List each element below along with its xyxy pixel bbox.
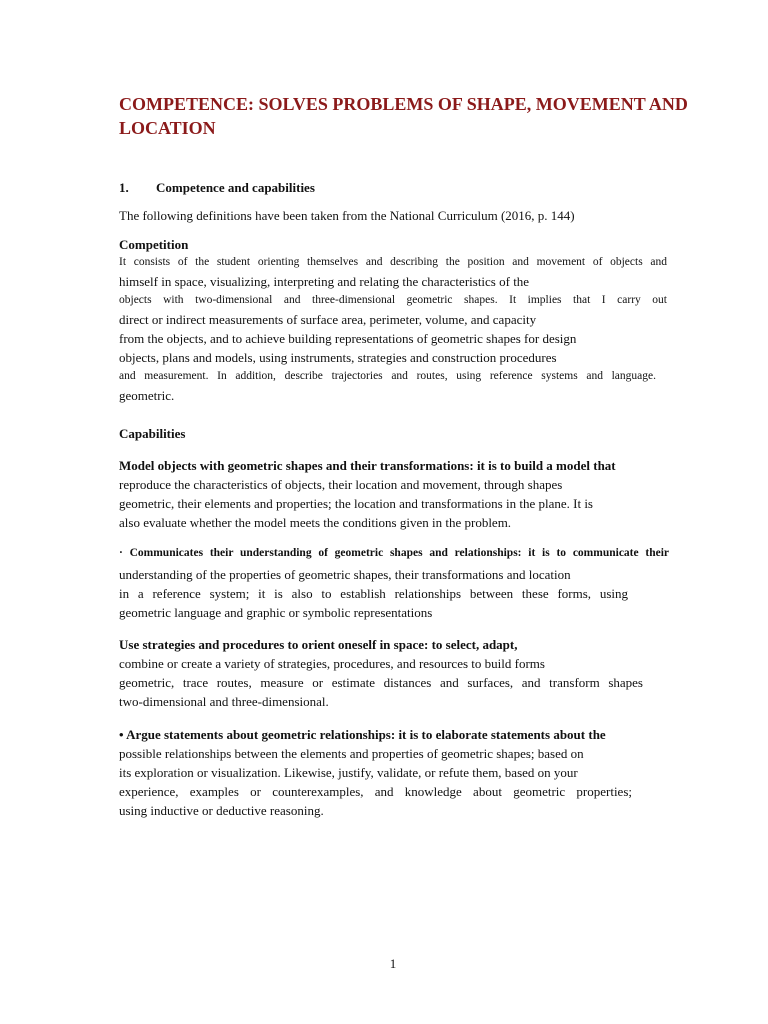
- paragraph-line: using inductive or deductive reasoning.: [119, 802, 324, 818]
- paragraph-line: understanding of the properties of geometric shapes, their transformations and location: [119, 566, 571, 582]
- paragraph-line: geometric, their elements and properties; the location and transformations in the plane. It is: [119, 495, 593, 511]
- title-line: COMPETENCE: SOLVES PROBLEMS OF SHAPE, MOVEMENT AND: [119, 94, 688, 114]
- paragraph-line: objects with two-dimensional and three-dimensional geometric shapes. It implies that I carry out: [119, 293, 667, 306]
- paragraph-line: geometric language and graphic or symbolic representations: [119, 604, 433, 620]
- paragraph-line: combine or create a variety of strategies, procedures, and resources to build forms: [119, 655, 545, 671]
- paragraph-line: It consists of the student orienting themselves and describing the position and movement of objects and: [119, 255, 667, 268]
- paragraph-line: objects, plans and models, using instruments, strategies and construction procedures: [119, 349, 557, 365]
- paragraph-line: geometric.: [119, 387, 175, 403]
- paragraph-line: reproduce the characteristics of objects, their location and movement, through shapes: [119, 476, 563, 492]
- capability-title-line: · Communicates their understanding of geometric shapes and relationships: it is to communicate their: [119, 546, 669, 559]
- capabilities-heading: Capabilities: [119, 425, 186, 441]
- competition-paragraph: [119, 253, 667, 405]
- paragraph-line: its exploration or visualization. Likewise, justify, validate, or refute them, based on your: [119, 764, 578, 780]
- paragraph-line: from the objects, and to achieve building representations of geometric shapes for design: [119, 330, 577, 346]
- paragraph-line: also evaluate whether the model meets the conditions given in the problem.: [119, 514, 512, 530]
- capability-use-strategies: [119, 635, 643, 711]
- paragraph-line: two-dimensional and three-dimensional.: [119, 693, 329, 709]
- document-title: [119, 92, 688, 140]
- intro-text: The following definitions have been taken from the National Curriculum (2016, p. 144): [119, 207, 575, 223]
- capability-communicates: [119, 544, 669, 622]
- section-heading-text: Competence and capabilities: [156, 179, 315, 195]
- paragraph-line: and measurement. In addition, describe trajectories and routes, using reference systems and language.: [119, 369, 656, 382]
- section-number: 1.: [119, 179, 129, 195]
- paragraph-line: direct or indirect measurements of surface area, perimeter, volume, and capacity: [119, 311, 537, 327]
- paragraph-line: geometric, trace routes, measure or estimate distances and surfaces, and transform shapes: [119, 674, 643, 690]
- paragraph-line: possible relationships between the elements and properties of geometric shapes; based on: [119, 745, 584, 761]
- capability-title-line: Model objects with geometric shapes and their transformations: it is to build a model that: [119, 457, 616, 473]
- capability-model-objects: [119, 456, 616, 532]
- paragraph-line: himself in space, visualizing, interpreting and relating the characteristics of the: [119, 273, 530, 289]
- section-heading: [119, 178, 315, 197]
- page-number: 1: [389, 955, 397, 971]
- title-line: LOCATION: [119, 118, 216, 138]
- competition-heading: Competition: [119, 236, 189, 252]
- paragraph-line: in a reference system; it is also to establish relationships between these forms, using: [119, 585, 628, 601]
- paragraph-line: experience, examples or counterexamples, and knowledge about geometric properties;: [119, 783, 632, 799]
- capability-argue-statements: [119, 725, 632, 820]
- capability-title-line: • Argue statements about geometric relationships: it is to elaborate statements about the: [119, 726, 606, 742]
- capability-title-line: Use strategies and procedures to orient oneself in space: to select, adapt,: [119, 636, 518, 652]
